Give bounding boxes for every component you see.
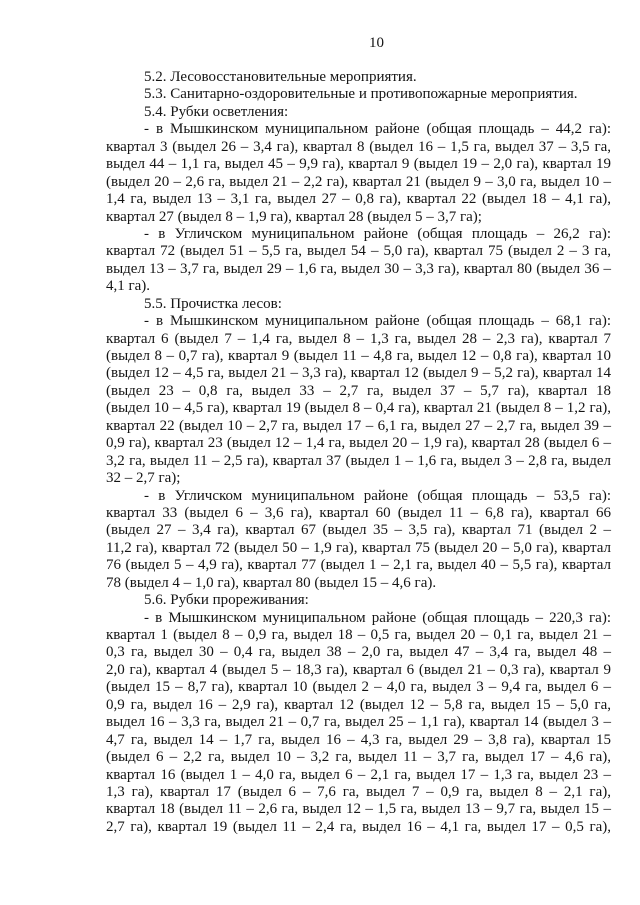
document-body	[106, 69, 611, 836]
district-line: квартал 22 (выдел 10 – 2,7 га, выдел 17 – 6,1 га, выдел 27 – 2,7 га, выдел 39 –	[106, 417, 611, 434]
district-line: 0,3 га, выдел 30 – 0,4 га, выдел 38 – 2,0 га, выдел 47 – 3,4 га, выдел 48 –	[106, 644, 611, 661]
district-line: (выдел 6 – 2,2 га, выдел 10 – 3,2 га, выдел 11 – 3,7 га, выдел 17 – 4,6 га),	[106, 749, 611, 766]
district-line: квартал 16 (выдел 1 – 4,0 га, выдел 6 – 2,1 га, выдел 17 – 1,3 га, выдел 23 –	[106, 766, 611, 783]
district-line: 3,2 га, выдел 11 – 2,5 га), квартал 37 (выдел 1 – 1,6 га, выдел 3 – 2,8 га, выдел	[106, 452, 611, 469]
section-heading: 5.5. Прочистка лесов:	[144, 295, 282, 312]
section-5-2	[106, 69, 611, 86]
district-line: (выдел 23 – 0,8 га, выдел 33 – 2,7 га, выдел 37 – 5,7 га), квартал 18	[106, 382, 611, 399]
district-line: 0,9 га), квартал 23 (выдел 12 – 1,4 га, выдел 20 – 1,9 га), квартал 28 (выдел 6 –	[106, 435, 611, 452]
district-line: 1,4 га, выдел 13 – 3,1 га, выдел 27 – 0,8 га), квартал 22 (выдел 18 – 4,1 га),	[106, 191, 611, 208]
district-line: (выдел 20 – 2,6 га, выдел 21 – 2,2 га), квартал 21 (выдел 9 – 3,0 га, выдел 10 –	[106, 173, 611, 190]
district-line: (выдел 27 – 3,4 га), квартал 67 (выдел 35 – 3,5 га), квартал 71 (выдел 2 –	[106, 522, 611, 539]
district-line: 4,7 га, выдел 14 – 1,7 га, выдел 16 – 4,3 га, выдел 29 – 3,8 га), квартал 15	[106, 731, 611, 748]
district-paragraph-uglich	[106, 488, 611, 593]
section-heading: 5.2. Лесовосстановительные мероприятия.	[144, 69, 417, 85]
district-line: квартал 18 (выдел 11 – 2,6 га, выдел 12 – 1,5 га, выдел 13 – 9,7 га, выдел 15 –	[106, 801, 611, 818]
district-line: квартал 1 (выдел 8 – 0,9 га, выдел 18 – 0,5 га, выдел 20 – 0,1 га, выдел 21 –	[106, 627, 611, 643]
section-heading: 5.6. Рубки прореживания:	[144, 592, 309, 609]
district-paragraph-myshkin	[106, 313, 611, 487]
section-5-5	[106, 296, 611, 592]
district-line: (выдел 15 – 8,7 га), квартал 10 (выдел 2 – 4,0 га, выдел 3 – 9,4 га, выдел 6 –	[106, 679, 611, 696]
district-line: 2,7 га), квартал 19 (выдел 11 – 2,4 га, выдел 16 – 4,1 га, выдел 17 – 0,5 га),	[106, 818, 611, 835]
district-line: 1,3 га), квартал 17 (выдел 6 – 7,6 га, выдел 7 – 0,9 га, выдел 8 – 2,1 га),	[106, 783, 611, 800]
district-header-line: - в Угличском муниципальном районе (общая площадь – 26,2 га):	[144, 225, 611, 242]
section-5-3	[106, 86, 611, 103]
section-5-4	[106, 104, 611, 296]
district-header-line: - в Мышкинском муниципальном районе (общая площадь – 44,2 га):	[144, 121, 611, 138]
district-line: квартал 72 (выдел 51 – 5,5 га, выдел 54 – 5,0 га), квартал 75 (выдел 2 – 3 га,	[106, 243, 611, 260]
district-line: выдел 44 – 1,1 га, выдел 45 – 9,9 га), квартал 9 (выдел 19 – 2,0 га), квартал 19	[106, 156, 611, 173]
district-line: 11,2 га), квартал 72 (выдел 50 – 1,9 га), квартал 75 (выдел 20 – 5,0 га), квартал	[106, 539, 611, 556]
district-line: (выдел 8 – 0,7 га), квартал 9 (выдел 11 – 4,8 га, выдел 12 – 0,8 га), квартал 10	[106, 348, 611, 364]
district-header-line: - в Мышкинском муниципальном районе (общая площадь – 68,1 га):	[144, 313, 611, 330]
district-line: 32 – 2,7 га);	[106, 470, 181, 487]
district-line: (выдел 12 – 4,5 га, выдел 21 – 3,3 га), квартал 12 (выдел 9 – 5,2 га), квартал 14	[106, 365, 611, 382]
district-header-line: - в Угличском муниципальном районе (общая площадь – 53,5 га):	[144, 487, 611, 504]
district-line: квартал 6 (выдел 7 – 1,4 га, выдел 8 – 1,3 га, выдел 28 – 2,3 га), квартал 7	[106, 330, 611, 347]
district-line: 0,9 га, выдел 16 – 2,9 га), квартал 12 (выдел 12 – 5,8 га, выдел 15 – 5,0 га,	[106, 696, 611, 713]
district-line: 78 (выдел 4 – 1,0 га), квартал 80 (выдел 15 – 4,6 га).	[106, 574, 437, 591]
district-paragraph-myshkin	[106, 121, 611, 226]
section-5-6	[106, 592, 611, 836]
section-heading: 5.3. Санитарно-оздоровительные и противопожарные мероприятия.	[144, 86, 578, 103]
district-paragraph-uglich	[106, 226, 611, 296]
district-line: выдел 13 – 3,7 га, выдел 29 – 1,6 га, выдел 30 – 3,3 га), квартал 80 (выдел 36 –	[106, 260, 611, 277]
district-paragraph-myshkin	[106, 610, 611, 837]
page-number: 10	[369, 35, 384, 51]
district-line: выдел 16 – 3,3 га, выдел 21 – 0,7 га, выдел 25 – 1,1 га), квартал 14 (выдел 3 –	[106, 714, 611, 731]
district-line: 4,1 га).	[106, 278, 151, 295]
district-header-line: - в Мышкинском муниципальном районе (общая площадь – 220,3 га):	[144, 609, 611, 626]
district-line: 2,0 га), квартал 4 (выдел 5 – 18,3 га), квартал 6 (выдел 21 – 0,3 га), квартал 9	[106, 661, 611, 678]
district-line: квартал 27 (выдел 8 – 1,9 га), квартал 28 (выдел 5 – 3,7 га);	[106, 208, 482, 225]
district-line: квартал 33 (выдел 6 – 3,6 га), квартал 60 (выдел 11 – 6,8 га), квартал 66	[106, 504, 611, 521]
section-heading: 5.4. Рубки осветления:	[144, 103, 289, 120]
district-line: квартал 3 (выдел 26 – 3,4 га), квартал 8 (выдел 16 – 1,5 га, выдел 37 – 3,5 га,	[106, 138, 611, 155]
district-line: (выдел 10 – 4,5 га), квартал 19 (выдел 8 – 0,4 га), квартал 21 (выдел 8 – 1,2 га),	[106, 400, 611, 417]
district-line: 76 (выдел 5 – 4,9 га), квартал 77 (выдел 1 – 2,1 га, выдел 40 – 5,5 га), квартал	[106, 557, 611, 574]
